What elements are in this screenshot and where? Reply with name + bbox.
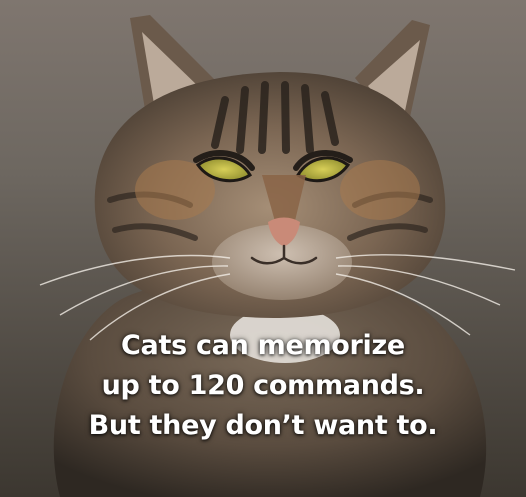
caption-line-2: up to 120 commands. [101,370,425,401]
caption-line-3: But they don’t want to. [88,410,438,441]
caption-line-1: Cats can memorize [121,330,405,361]
meme-caption [0,326,526,446]
